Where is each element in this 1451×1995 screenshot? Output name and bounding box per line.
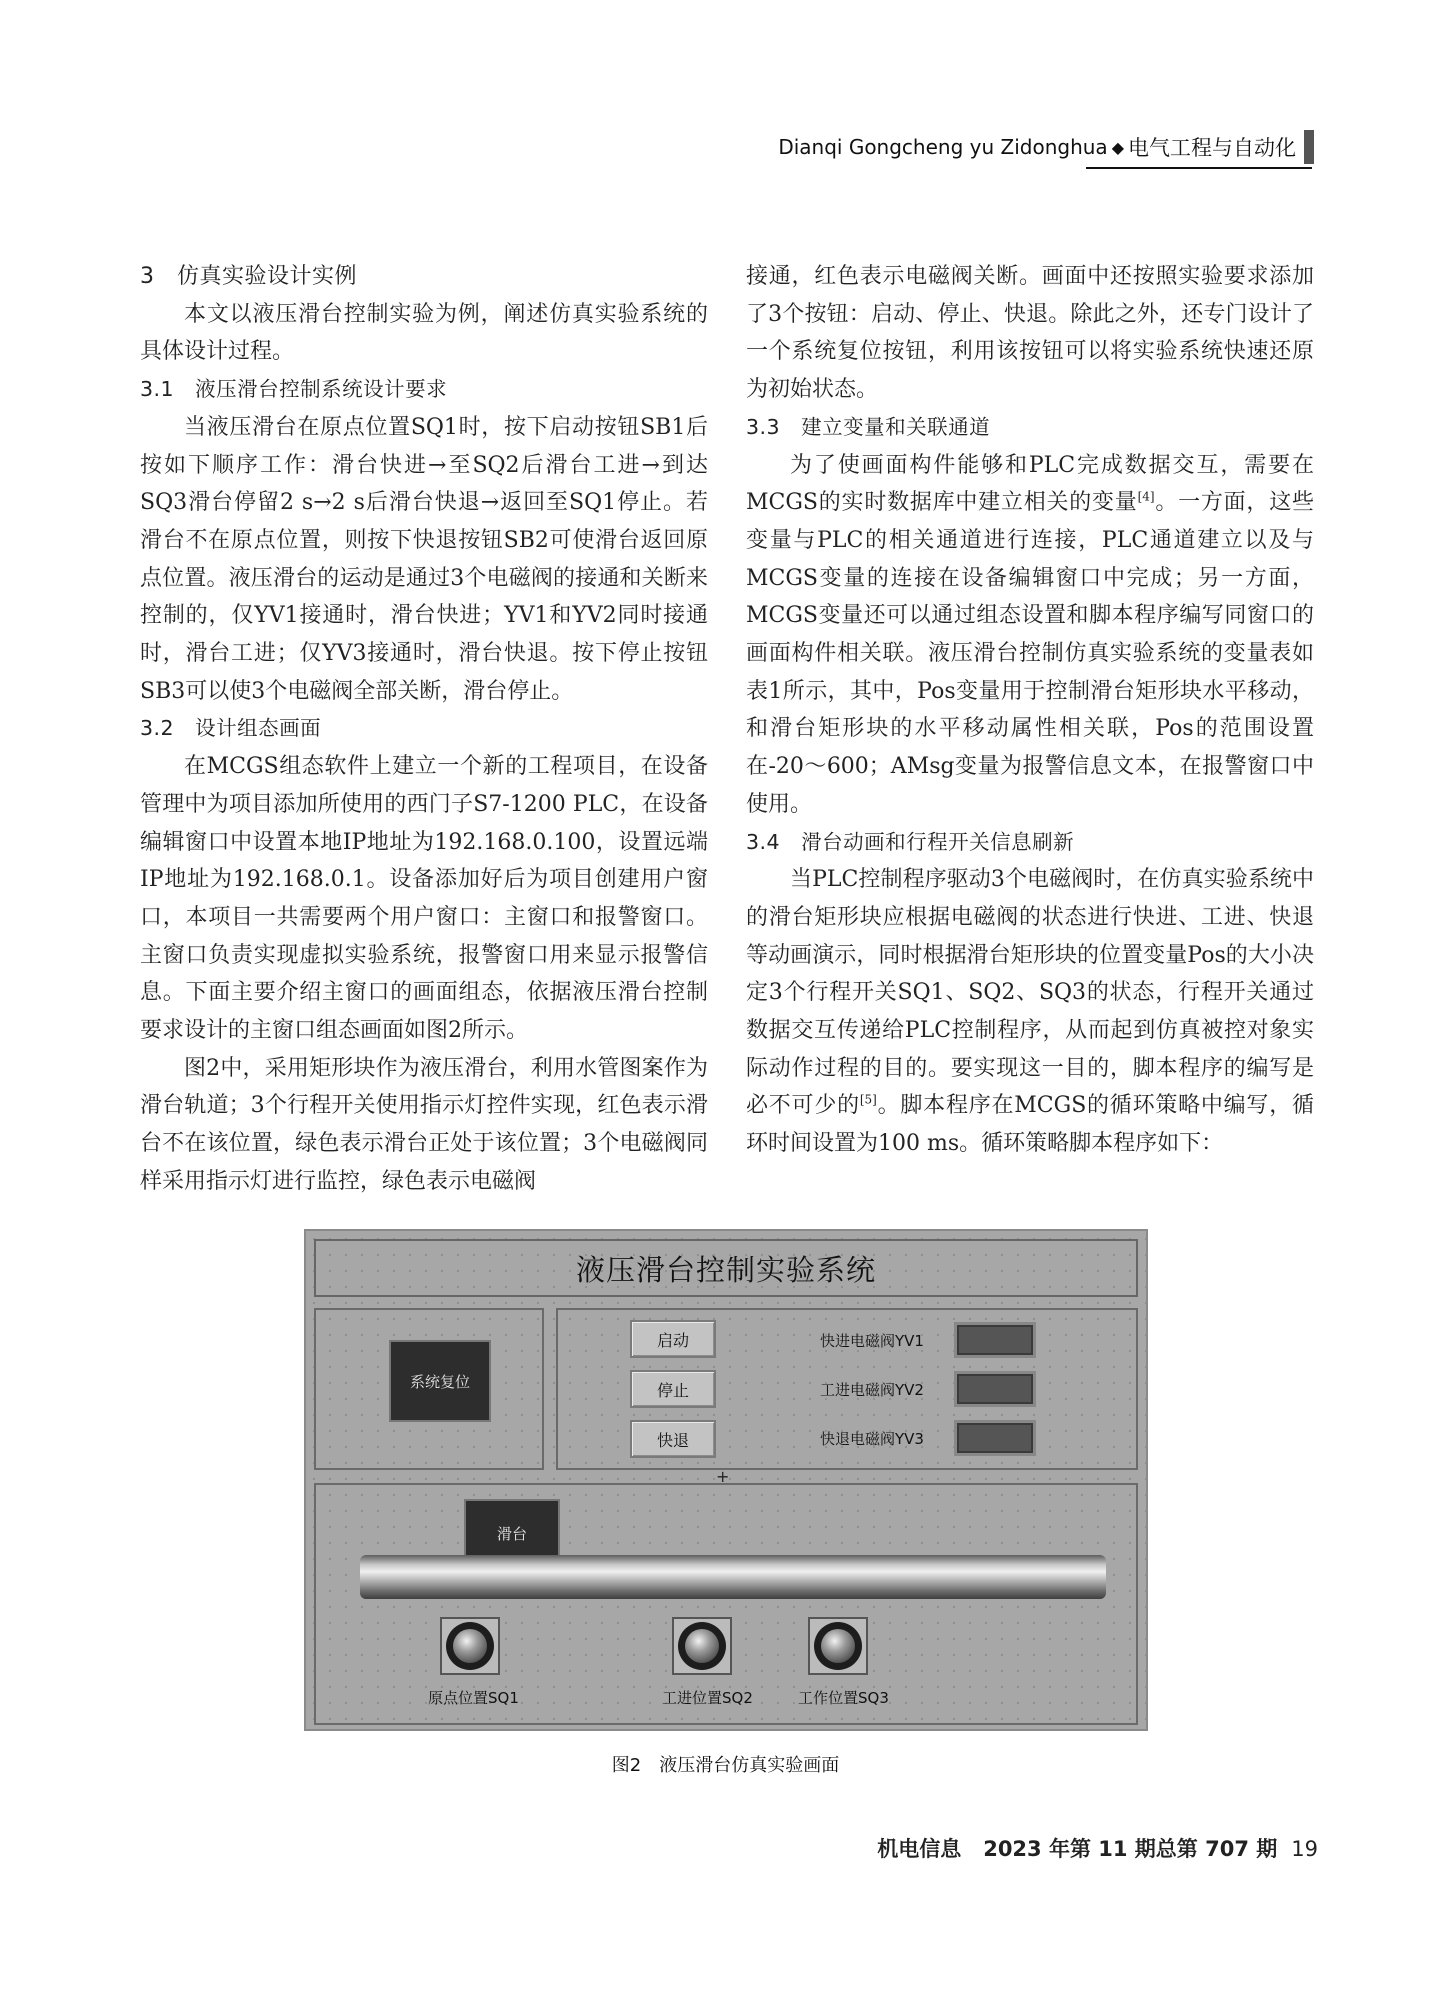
limit-switch-sq2-label: 工进位置SQ2: [662, 1689, 753, 1707]
slider-block: 滑台: [464, 1499, 560, 1567]
paragraph: 当液压滑台在原点位置SQ1时，按下启动按钮SB1后按如下顺序工作：滑台快进→至SQ2后滑台工进→到达SQ3滑台停留2 s→2 s后滑台快退→返回至SQ1停止。若滑台不在原点位置，则按下快退按钮SB2可使滑台返回原点位置。液压滑台的运动是通过3个电磁阀的接通和关断来控制的，仅YV1接通时，滑台快进；YV1和YV2同时接通时，滑台工进；仅YV3接通时，滑台快退。按下停止按钮SB3可以使3个电磁阀全部关断，滑台停止。: [140, 414, 708, 704]
section-3-1-heading: 3.1 液压滑台控制系统设计要求: [140, 377, 448, 402]
figure-2-hmi-screen: [304, 1229, 1148, 1731]
section-3-2-heading: 3.2 设计组态画面: [140, 716, 322, 741]
limit-switch-sq1-lamp: [440, 1617, 500, 1675]
left-column: [140, 258, 708, 1201]
limit-switch-sq3-label: 工作位置SQ3: [798, 1689, 889, 1707]
valve-yv3-indicator: [954, 1420, 1036, 1456]
header-underline: [1086, 167, 1312, 169]
diamond-icon: ◆: [1111, 137, 1124, 157]
paragraph: [746, 861, 1314, 1163]
page-footer: [877, 1833, 1318, 1863]
hmi-title: 液压滑台控制实验系统: [314, 1239, 1138, 1297]
section-3-heading: 3 仿真实验设计实例: [140, 264, 357, 289]
caption-text: 液压滑台仿真实验画面: [659, 1755, 840, 1776]
system-reset-button[interactable]: 系统复位: [389, 1340, 491, 1422]
paragraph: 在MCGS组态软件上建立一个新的工程项目，在设备管理中为项目添加所使用的西门子S7-1200 PLC，在设备编辑窗口中设置本地IP地址为192.168.0.100，设置远端IP地址为192.168.0.1。设备添加好后为项目创建用户窗口，本项目一共需要两个用户窗口：主窗口和报警窗口。主窗口负责实现虚拟实验系统，报警窗口用来显示报警信息。下面主要介绍主窗口的画面组态，依据液压滑台控制要求设计的主窗口组态画面如图2所示。: [140, 754, 708, 1044]
valve-yv2-label: 工进电磁阀YV2: [820, 1381, 924, 1399]
section-3-3-heading: 3.3 建立变量和关联通道: [746, 414, 991, 439]
fast-back-button[interactable]: 快退: [630, 1420, 716, 1458]
running-header: [0, 128, 1314, 166]
figure-caption: [0, 1751, 1451, 1777]
citation-ref: [5]: [859, 1093, 877, 1108]
limit-switch-sq2-lamp: [672, 1617, 732, 1675]
paragraph: 图2中，采用矩形块作为液压滑台，利用水管图案作为滑台轨道；3个行程开关使用指示灯控件实现，红色表示滑台不在该位置，绿色表示滑台正处于该位置；3个电磁阀同样采用指示灯进行监控，绿色表示电磁阀: [140, 1055, 708, 1194]
crosshair-marker: +: [716, 1467, 730, 1486]
control-panel: [556, 1308, 1138, 1470]
header-pinyin: Dianqi Gongcheng yu Zidonghua: [778, 135, 1108, 159]
slider-panel: [314, 1483, 1138, 1725]
paragraph: 接通，红色表示电磁阀关断。画面中还按照实验要求添加了3个按钮：启动、停止、快退。除此之外，还专门设计了一个系统复位按钮，利用该按钮可以将实验系统快速还原为初始状态。: [746, 264, 1314, 403]
caption-label: 图2: [611, 1755, 642, 1776]
right-column: [746, 258, 1314, 1163]
stop-button[interactable]: 停止: [630, 1370, 716, 1408]
footer-journal: 机电信息: [877, 1837, 962, 1861]
valve-yv3-label: 快退电磁阀YV3: [820, 1430, 924, 1448]
section-3-4-heading: 3.4 滑台动画和行程开关信息刷新: [746, 829, 1075, 854]
valve-yv1-label: 快进电磁阀YV1: [820, 1332, 924, 1350]
slider-track-pipe: [360, 1555, 1106, 1599]
header-journal-title: 电气工程与自动化: [1128, 136, 1296, 160]
paragraph-text: 为了使画面构件能够和PLC完成数据交互，需要在MCGS的实时数据库中建立相关的变量: [746, 452, 1314, 516]
citation-ref: [4]: [1137, 489, 1155, 504]
valve-yv2-indicator: [954, 1371, 1036, 1407]
paragraph-text: 。脚本程序在MCGS的循环策略中编写，循环时间设置为100 ms。循环策略脚本程序如下：: [746, 1093, 1314, 1157]
paragraph-text: 当PLC控制程序驱动3个电磁阀时，在仿真实验系统中的滑台矩形块应根据电磁阀的状态进行快进、工进、快退等动画演示，同时根据滑台矩形块的位置变量Pos的大小决定3个行程开关SQ1、SQ2、SQ3的状态，行程开关通过数据交互传递给PLC控制程序，从而起到仿真被控对象实际动作过程的目的。要实现这一目的，脚本程序的编写是必不可少的: [746, 867, 1314, 1119]
paragraph-text: 。一方面，这些变量与PLC的相关通道进行连接，PLC通道建立以及与MCGS变量的连接在设备编辑窗口中完成；另一方面，MCGS变量还可以通过组态设置和脚本程序编写同窗口的画面构件相关联。液压滑台控制仿真实验系统的变量表如表1所示，其中，Pos变量用于控制滑台矩形块水平移动，和滑台矩形块的水平移动属性相关联，Pos的范围设置在-20～600；AMsg变量为报警信息文本，在报警窗口中使用。: [746, 490, 1314, 817]
footer-issue: 2023 年第 11 期总第 707 期: [983, 1837, 1278, 1861]
page-number: 19: [1291, 1837, 1318, 1861]
paragraph: 本文以液压滑台控制实验为例，阐述仿真实验系统的具体设计过程。: [140, 301, 708, 365]
reset-panel: [314, 1308, 544, 1470]
valve-yv1-indicator: [954, 1322, 1036, 1358]
start-button[interactable]: 启动: [630, 1320, 716, 1358]
limit-switch-sq1-label: 原点位置SQ1: [428, 1689, 519, 1707]
header-bar: [1304, 130, 1314, 164]
limit-switch-sq3-lamp: [808, 1617, 868, 1675]
paragraph: [746, 447, 1314, 824]
